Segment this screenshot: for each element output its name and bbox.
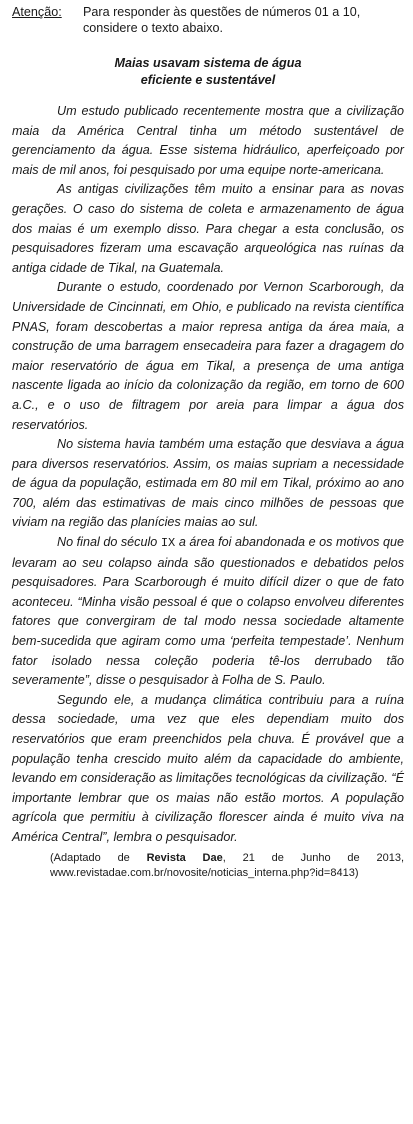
paragraph-6: Segundo ele, a mudança climática contribuiu para a ruína dessa sociedade, uma vez que eles dependiam muito dos reservatórios que eram preenchidos pela chuva. É provável que a população tenha crescido muito além da capacidade do ambiente, levando em consideração as limitações tecnológicas da civilização. “É importante lembrar que os maias não estão mortos. A população agrícola que permitiu à civilização florescer ainda é muito viva na América Central”, lembra o pesquisador.: [12, 692, 404, 844]
title-line-2: eficiente e sustentável: [140, 73, 276, 87]
paragraph-1: Um estudo publicado recentemente mostra que a civilização maia da América Central tinha um método sustentável de gerenciamento da água. Esse sistema hidráulico, aperfeiçoado por mais de mil anos, foi pesquisado por uma equipe norte-americana.: [12, 104, 404, 177]
article-title: [12, 55, 404, 89]
paragraph-2: As antigas civilizações têm muito a ensinar para as novas gerações. O caso do sistema de coleta e armazenamento de água dos maias é um exemplo disso. Para chegar a esta conclusão, os pesquisadores fizeram uma escavação arqueológica nas ruínas da antiga cidade de Tikal, na Guatemala.: [12, 182, 404, 275]
paragraph-5: [12, 533, 404, 691]
citation-suffix: , 21 de Junho de 2013, www.revistadae.com.br/novosite/noticias_interna.php?id=8413): [50, 851, 404, 879]
instruction-line-1: Para responder às questões de números 01 a 10,: [83, 5, 361, 19]
attention-label: Atenção:: [12, 5, 62, 19]
citation-prefix: (Adaptado de: [50, 851, 147, 864]
citation-source: Revista Dae: [146, 851, 223, 864]
paragraph-3: Durante o estudo, coordenado por Vernon Scarborough, da Universidade de Cincinnati, em Ohio, e publicado na revista científica PNAS, foram descobertas a maior represa antiga da área maia, a construção de uma barragem ensecadeira para fazer a dragagem do maior reservatório de água em Tikal, a presença de uma antiga nascente ligada ao início da colonização da região, em torno de 600 a.C., e o uso de filtragem por areia para limpar a água dos reservatórios.: [12, 280, 404, 432]
article-body: [12, 102, 404, 848]
source-citation: [12, 851, 404, 881]
roman-numeral: IX: [160, 536, 176, 551]
paragraph-5-start: No final do século: [57, 535, 161, 550]
attention-header: [12, 4, 404, 36]
paragraph-4: No sistema havia também uma estação que desviava a água para diversos reservatórios. Assim, os maias supriam a necessidade de água da população, estimada em 80 mil em Tikal, próximo ao ano 700, além das estimativas de mais cinco milhões de pessoas que viviam na região das planícies maias ao sul.: [12, 437, 404, 530]
paragraph-5-rest: a área foi abandonada e os motivos que levaram ao seu colapso ainda são questionados e debatidos pelos pesquisadores. Para Scarborough é muito difícil dizer o que de fato aconteceu. “Minha visão pessoal é que o colapso envolveu diferentes fatores que convergiram de tal modo nessa sociedade altamente bem-sucedida que agiram como uma ‘perfeita tempestade’. Nenhum fator isolado nessa coleção poderia tê-los derrubado tão severamente”, disse o pesquisador à Folha de S. Paulo.: [12, 535, 404, 688]
instruction-line-2: considere o texto abaixo.: [83, 21, 224, 35]
title-line-1: Maias usavam sistema de água: [114, 56, 302, 70]
attention-instructions: [83, 4, 404, 36]
